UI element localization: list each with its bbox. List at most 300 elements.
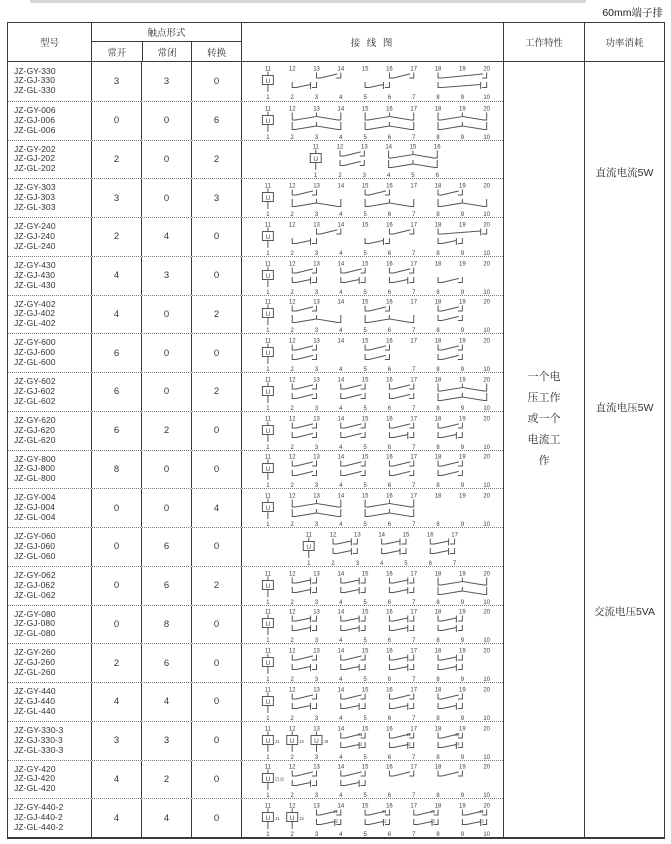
normally-open-count: 0 xyxy=(91,567,141,605)
svg-text:13: 13 xyxy=(313,261,320,268)
table-row xyxy=(8,411,503,450)
model-name: JZ-GY-202 xyxy=(14,143,56,154)
svg-text:11: 11 xyxy=(264,416,272,423)
svg-text:4: 4 xyxy=(339,95,343,101)
wiring-diagram-cell xyxy=(241,412,503,450)
svg-text:U: U xyxy=(313,156,319,164)
normally-open-count: 4 xyxy=(91,683,141,721)
svg-text:13: 13 xyxy=(313,493,320,500)
svg-text:J2: J2 xyxy=(381,818,387,824)
svg-text:11: 11 xyxy=(264,609,272,616)
model-name: JZ-GY-006 xyxy=(14,104,56,115)
wiring-diagram-cell xyxy=(241,141,503,179)
svg-text:10: 10 xyxy=(483,250,490,256)
svg-text:12: 12 xyxy=(288,377,296,384)
svg-text:6: 6 xyxy=(387,289,392,295)
svg-text:J2: J2 xyxy=(430,818,436,824)
model-cell xyxy=(8,528,91,566)
svg-text:14: 14 xyxy=(337,222,345,229)
header-power-consumption: 功率消耗 xyxy=(584,23,664,61)
svg-text:3: 3 xyxy=(314,522,319,528)
svg-text:16: 16 xyxy=(386,803,393,810)
svg-text:3: 3 xyxy=(314,599,319,605)
svg-text:2: 2 xyxy=(290,250,294,256)
svg-text:16: 16 xyxy=(386,416,393,423)
svg-text:19: 19 xyxy=(459,261,466,268)
svg-text:2: 2 xyxy=(290,134,294,140)
svg-text:1: 1 xyxy=(266,599,270,605)
svg-text:9: 9 xyxy=(460,289,465,295)
svg-text:16: 16 xyxy=(433,144,441,151)
model-cell xyxy=(8,606,91,644)
model-name: JZ-GL-440 xyxy=(14,705,56,716)
svg-text:5: 5 xyxy=(363,483,367,489)
model-name: JZ-GJ-006 xyxy=(14,114,56,125)
changeover-count: 3 xyxy=(191,179,241,217)
svg-text:18: 18 xyxy=(434,377,442,384)
changeover-count: 0 xyxy=(191,528,241,566)
svg-text:9: 9 xyxy=(460,444,465,450)
normally-open-count: 6 xyxy=(91,373,141,411)
svg-text:17: 17 xyxy=(410,687,418,694)
normally-open-count: 6 xyxy=(91,412,141,450)
svg-text:16: 16 xyxy=(386,338,393,345)
model-name: JZ-GJ-620 xyxy=(14,424,56,435)
svg-text:7: 7 xyxy=(412,328,416,334)
svg-text:12: 12 xyxy=(288,648,296,655)
svg-text:20: 20 xyxy=(483,338,490,345)
table-row xyxy=(8,178,503,217)
svg-text:4: 4 xyxy=(339,522,343,528)
changeover-count: 0 xyxy=(191,606,241,644)
svg-text:11: 11 xyxy=(264,454,272,461)
svg-text:14: 14 xyxy=(337,66,345,73)
svg-text:U: U xyxy=(265,388,271,396)
svg-text:18: 18 xyxy=(434,299,442,306)
model-name: JZ-GL-260 xyxy=(14,667,56,678)
svg-text:15: 15 xyxy=(361,66,369,73)
svg-text:6: 6 xyxy=(387,522,392,528)
svg-text:19: 19 xyxy=(459,299,466,306)
wiring-diagram xyxy=(242,489,503,527)
normally-closed-count: 6 xyxy=(141,528,191,566)
svg-text:18: 18 xyxy=(434,609,442,616)
svg-text:11: 11 xyxy=(305,532,312,539)
svg-text:7: 7 xyxy=(412,754,416,760)
model-cell xyxy=(8,722,91,760)
svg-text:15: 15 xyxy=(361,377,369,384)
svg-text:1: 1 xyxy=(266,677,270,683)
model-name: JZ-GL-800 xyxy=(14,473,56,484)
normally-closed-count: 4 xyxy=(141,218,191,256)
changeover-count: 0 xyxy=(191,62,241,101)
model-name: JZ-GJ-330 xyxy=(14,75,56,86)
svg-text:20: 20 xyxy=(483,687,490,694)
svg-text:10: 10 xyxy=(483,483,490,489)
svg-text:6: 6 xyxy=(435,173,439,179)
model-name: JZ-GL-330-3 xyxy=(14,744,64,755)
model-name: JZ-GJ-440-2 xyxy=(14,812,63,823)
header-contact-subrow xyxy=(92,42,241,61)
svg-text:10: 10 xyxy=(483,444,490,450)
model-name: JZ-GY-060 xyxy=(14,531,56,542)
model-name: JZ-GL-430 xyxy=(14,279,56,290)
svg-text:5: 5 xyxy=(363,832,367,838)
relay-spec-table xyxy=(7,22,665,839)
svg-text:1: 1 xyxy=(266,328,270,334)
svg-text:17: 17 xyxy=(410,803,418,810)
svg-text:7: 7 xyxy=(412,212,416,218)
svg-text:16: 16 xyxy=(386,493,393,500)
svg-text:11: 11 xyxy=(312,144,319,151)
normally-closed-count: 0 xyxy=(141,179,191,217)
svg-text:10: 10 xyxy=(483,754,490,760)
model-name: JZ-GJ-240 xyxy=(14,230,56,241)
model-name: JZ-GY-600 xyxy=(14,337,56,348)
wiring-diagram-cell xyxy=(241,373,503,411)
svg-text:18: 18 xyxy=(434,106,442,113)
svg-text:7: 7 xyxy=(412,832,416,838)
svg-text:9: 9 xyxy=(460,212,465,218)
svg-text:U: U xyxy=(265,194,271,202)
model-name: JZ-GL-004 xyxy=(14,512,56,523)
svg-text:20: 20 xyxy=(483,261,490,268)
svg-text:17: 17 xyxy=(410,222,418,229)
wiring-diagram-cell xyxy=(241,606,503,644)
svg-text:20: 20 xyxy=(483,183,490,190)
svg-text:12: 12 xyxy=(288,454,296,461)
model-cell xyxy=(8,179,91,217)
table-row xyxy=(8,527,503,566)
svg-text:U: U xyxy=(265,737,271,745)
wiring-diagram xyxy=(242,373,503,411)
svg-text:10: 10 xyxy=(483,212,490,218)
svg-text:18: 18 xyxy=(434,338,442,345)
wiring-diagram-cell xyxy=(241,567,503,605)
svg-text:6: 6 xyxy=(387,405,392,411)
svg-text:3: 3 xyxy=(314,212,319,218)
svg-text:18: 18 xyxy=(434,454,442,461)
svg-text:6: 6 xyxy=(387,832,392,838)
svg-text:15: 15 xyxy=(361,803,369,810)
power-consumption-label: 直流电流5W xyxy=(595,167,654,179)
header-normally-open: 常开 xyxy=(107,47,127,59)
svg-text:5: 5 xyxy=(411,173,415,179)
svg-text:9: 9 xyxy=(460,793,465,799)
svg-text:9: 9 xyxy=(460,328,465,334)
normally-closed-count: 8 xyxy=(141,606,191,644)
svg-text:3: 3 xyxy=(314,638,319,644)
svg-text:2: 2 xyxy=(290,367,294,373)
model-cell xyxy=(8,334,91,372)
svg-text:4: 4 xyxy=(339,599,343,605)
model-name: JZ-GY-330 xyxy=(14,65,56,76)
svg-text:启动: 启动 xyxy=(274,777,284,783)
svg-text:6: 6 xyxy=(387,715,392,721)
table-row xyxy=(8,372,503,411)
svg-text:6: 6 xyxy=(387,95,392,101)
svg-text:19: 19 xyxy=(459,493,466,500)
svg-text:8: 8 xyxy=(436,444,440,450)
svg-text:7: 7 xyxy=(412,677,416,683)
svg-text:11: 11 xyxy=(264,377,272,384)
svg-text:14: 14 xyxy=(337,609,345,616)
svg-text:20: 20 xyxy=(483,66,490,73)
model-name: JZ-GY-620 xyxy=(14,414,56,425)
table-row xyxy=(8,643,503,682)
wiring-diagram-cell xyxy=(241,218,503,256)
normally-closed-count: 0 xyxy=(141,141,191,179)
model-cell xyxy=(8,761,91,799)
normally-open-count: 2 xyxy=(91,218,141,256)
svg-text:14: 14 xyxy=(337,726,345,733)
model-cell xyxy=(8,451,91,489)
svg-text:10: 10 xyxy=(483,134,490,140)
normally-open-count: 0 xyxy=(91,606,141,644)
svg-text:1: 1 xyxy=(266,212,270,218)
svg-text:10: 10 xyxy=(483,677,490,683)
svg-text:18: 18 xyxy=(434,764,442,771)
svg-text:19: 19 xyxy=(459,377,466,384)
svg-text:J1: J1 xyxy=(333,809,339,815)
svg-text:15: 15 xyxy=(361,493,369,500)
svg-text:6: 6 xyxy=(387,754,392,760)
svg-text:2: 2 xyxy=(331,560,335,566)
svg-text:4: 4 xyxy=(339,677,343,683)
svg-text:2: 2 xyxy=(290,289,294,295)
svg-text:17: 17 xyxy=(410,571,418,578)
svg-text:5: 5 xyxy=(363,793,367,799)
svg-text:16: 16 xyxy=(386,261,393,268)
header-working-characteristic: 工作特性 xyxy=(503,23,584,61)
svg-text:3: 3 xyxy=(314,677,319,683)
svg-text:1: 1 xyxy=(266,289,270,295)
svg-text:14: 14 xyxy=(337,416,345,423)
svg-text:18: 18 xyxy=(434,261,442,268)
svg-text:J1: J1 xyxy=(274,738,280,744)
svg-text:9: 9 xyxy=(460,754,465,760)
svg-text:12: 12 xyxy=(288,726,296,733)
wiring-diagram-cell xyxy=(241,644,503,682)
model-name: JZ-GY-260 xyxy=(14,647,56,658)
svg-text:6: 6 xyxy=(387,250,392,256)
model-name: JZ-GL-060 xyxy=(14,550,56,561)
svg-text:4: 4 xyxy=(339,638,343,644)
svg-text:3: 3 xyxy=(314,367,319,373)
changeover-count: 0 xyxy=(191,334,241,372)
svg-text:11: 11 xyxy=(264,222,272,229)
svg-text:8: 8 xyxy=(436,483,440,489)
model-name: JZ-GY-420 xyxy=(14,763,56,774)
svg-text:19: 19 xyxy=(459,106,466,113)
model-cell xyxy=(8,62,91,101)
normally-open-count: 3 xyxy=(91,62,141,101)
svg-text:6: 6 xyxy=(387,599,392,605)
svg-text:U: U xyxy=(265,117,271,125)
wiring-diagram-cell xyxy=(241,683,503,721)
svg-text:16: 16 xyxy=(386,66,393,73)
svg-text:15: 15 xyxy=(361,726,369,733)
normally-closed-count: 0 xyxy=(141,334,191,372)
table-row xyxy=(8,682,503,721)
svg-text:15: 15 xyxy=(361,416,369,423)
svg-text:19: 19 xyxy=(459,609,466,616)
model-name: JZ-GJ-800 xyxy=(14,463,56,474)
svg-text:19: 19 xyxy=(459,687,466,694)
svg-text:9: 9 xyxy=(460,95,465,101)
svg-text:19: 19 xyxy=(459,416,466,423)
model-name: JZ-GY-080 xyxy=(14,608,56,619)
svg-text:2: 2 xyxy=(290,715,294,721)
svg-text:4: 4 xyxy=(339,289,343,295)
wiring-diagram xyxy=(242,334,503,372)
svg-text:14: 14 xyxy=(337,687,345,694)
svg-text:16: 16 xyxy=(386,609,393,616)
svg-text:12: 12 xyxy=(288,299,296,306)
svg-text:J2: J2 xyxy=(406,731,411,737)
svg-text:15: 15 xyxy=(361,687,369,694)
model-name: JZ-GY-440-2 xyxy=(14,802,64,813)
svg-text:11: 11 xyxy=(264,648,272,655)
svg-text:J3: J3 xyxy=(454,741,460,747)
model-cell xyxy=(8,567,91,605)
svg-text:12: 12 xyxy=(288,609,296,616)
svg-text:18: 18 xyxy=(434,803,442,810)
power-consumption-label: 交流电压5VA xyxy=(593,606,656,618)
table-row xyxy=(8,256,503,295)
model-cell xyxy=(8,412,91,450)
changeover-count: 0 xyxy=(191,799,241,837)
svg-text:16: 16 xyxy=(386,299,393,306)
svg-text:7: 7 xyxy=(412,134,416,140)
svg-text:5: 5 xyxy=(363,250,367,256)
svg-text:6: 6 xyxy=(387,134,392,140)
model-name: JZ-GL-330 xyxy=(14,85,56,96)
svg-text:17: 17 xyxy=(410,66,418,73)
normally-open-count: 0 xyxy=(91,528,141,566)
model-cell xyxy=(8,489,91,527)
svg-text:15: 15 xyxy=(402,532,410,539)
model-cell xyxy=(8,102,91,140)
svg-text:1: 1 xyxy=(266,367,270,373)
svg-text:13: 13 xyxy=(313,222,320,229)
svg-text:16: 16 xyxy=(386,726,393,733)
svg-text:11: 11 xyxy=(264,261,272,268)
svg-text:15: 15 xyxy=(361,222,369,229)
svg-text:19: 19 xyxy=(459,454,466,461)
svg-text:5: 5 xyxy=(363,367,367,373)
svg-text:10: 10 xyxy=(483,405,490,411)
wiring-diagram xyxy=(242,218,503,256)
svg-text:5: 5 xyxy=(363,134,367,140)
svg-text:8: 8 xyxy=(436,522,440,528)
model-cell xyxy=(8,799,91,837)
normally-open-count: 4 xyxy=(91,761,141,799)
svg-text:1: 1 xyxy=(266,95,270,101)
wiring-diagram xyxy=(242,102,503,140)
wiring-diagram-cell xyxy=(241,102,503,140)
svg-text:7: 7 xyxy=(412,367,416,373)
svg-text:1: 1 xyxy=(266,134,270,140)
model-name: JZ-GJ-260 xyxy=(14,657,56,668)
svg-text:14: 14 xyxy=(337,493,345,500)
svg-text:14: 14 xyxy=(337,648,345,655)
svg-text:2: 2 xyxy=(290,405,294,411)
normally-open-count: 8 xyxy=(91,451,141,489)
model-cell xyxy=(8,141,91,179)
normally-closed-count: 2 xyxy=(141,761,191,799)
svg-text:17: 17 xyxy=(410,454,418,461)
svg-text:10: 10 xyxy=(483,638,490,644)
svg-text:13: 13 xyxy=(313,648,320,655)
svg-text:6: 6 xyxy=(387,328,392,334)
svg-text:6: 6 xyxy=(387,212,392,218)
svg-text:12: 12 xyxy=(288,261,296,268)
model-name: JZ-GJ-330-3 xyxy=(14,734,63,745)
svg-text:10: 10 xyxy=(483,95,490,101)
svg-text:5: 5 xyxy=(363,95,367,101)
svg-text:15: 15 xyxy=(361,609,369,616)
svg-text:13: 13 xyxy=(313,66,320,73)
svg-text:U: U xyxy=(265,349,271,357)
svg-text:1: 1 xyxy=(266,793,270,799)
svg-text:12: 12 xyxy=(288,803,296,810)
power-consumption-label: 直流电压5W xyxy=(595,402,654,414)
svg-text:U: U xyxy=(265,776,271,784)
svg-text:4: 4 xyxy=(339,754,343,760)
svg-text:13: 13 xyxy=(313,687,320,694)
svg-text:20: 20 xyxy=(483,493,490,500)
table-row xyxy=(8,450,503,489)
svg-text:15: 15 xyxy=(361,261,369,268)
wiring-diagram-cell xyxy=(241,799,503,837)
svg-text:20: 20 xyxy=(483,299,490,306)
header-contact-form-group xyxy=(91,23,241,61)
model-name: JZ-GL-600 xyxy=(14,357,56,368)
svg-text:12: 12 xyxy=(288,222,296,229)
svg-text:20: 20 xyxy=(483,571,490,578)
model-cell xyxy=(8,296,91,334)
svg-text:14: 14 xyxy=(385,144,392,151)
svg-text:9: 9 xyxy=(460,405,465,411)
table-row xyxy=(8,488,503,527)
svg-text:7: 7 xyxy=(412,95,416,101)
svg-text:10: 10 xyxy=(483,832,490,838)
svg-text:13: 13 xyxy=(313,377,320,384)
table-row xyxy=(8,760,503,799)
svg-text:13: 13 xyxy=(313,726,320,733)
svg-text:17: 17 xyxy=(410,609,418,616)
model-name: JZ-GJ-062 xyxy=(14,579,56,590)
normally-closed-count: 3 xyxy=(141,62,191,101)
svg-text:13: 13 xyxy=(313,454,320,461)
svg-text:4: 4 xyxy=(339,250,343,256)
model-name: JZ-GL-602 xyxy=(14,395,56,406)
svg-text:16: 16 xyxy=(426,532,434,539)
svg-text:7: 7 xyxy=(412,793,416,799)
changeover-count: 2 xyxy=(191,373,241,411)
svg-text:18: 18 xyxy=(434,687,442,694)
normally-closed-count: 4 xyxy=(141,683,191,721)
model-name: JZ-GL-420 xyxy=(14,783,56,794)
svg-text:5: 5 xyxy=(363,212,367,218)
normally-closed-count: 0 xyxy=(141,489,191,527)
model-name: JZ-GJ-420 xyxy=(14,773,56,784)
svg-text:12: 12 xyxy=(288,106,296,113)
svg-text:19: 19 xyxy=(459,222,466,229)
changeover-count: 0 xyxy=(191,257,241,295)
table-row xyxy=(8,217,503,256)
